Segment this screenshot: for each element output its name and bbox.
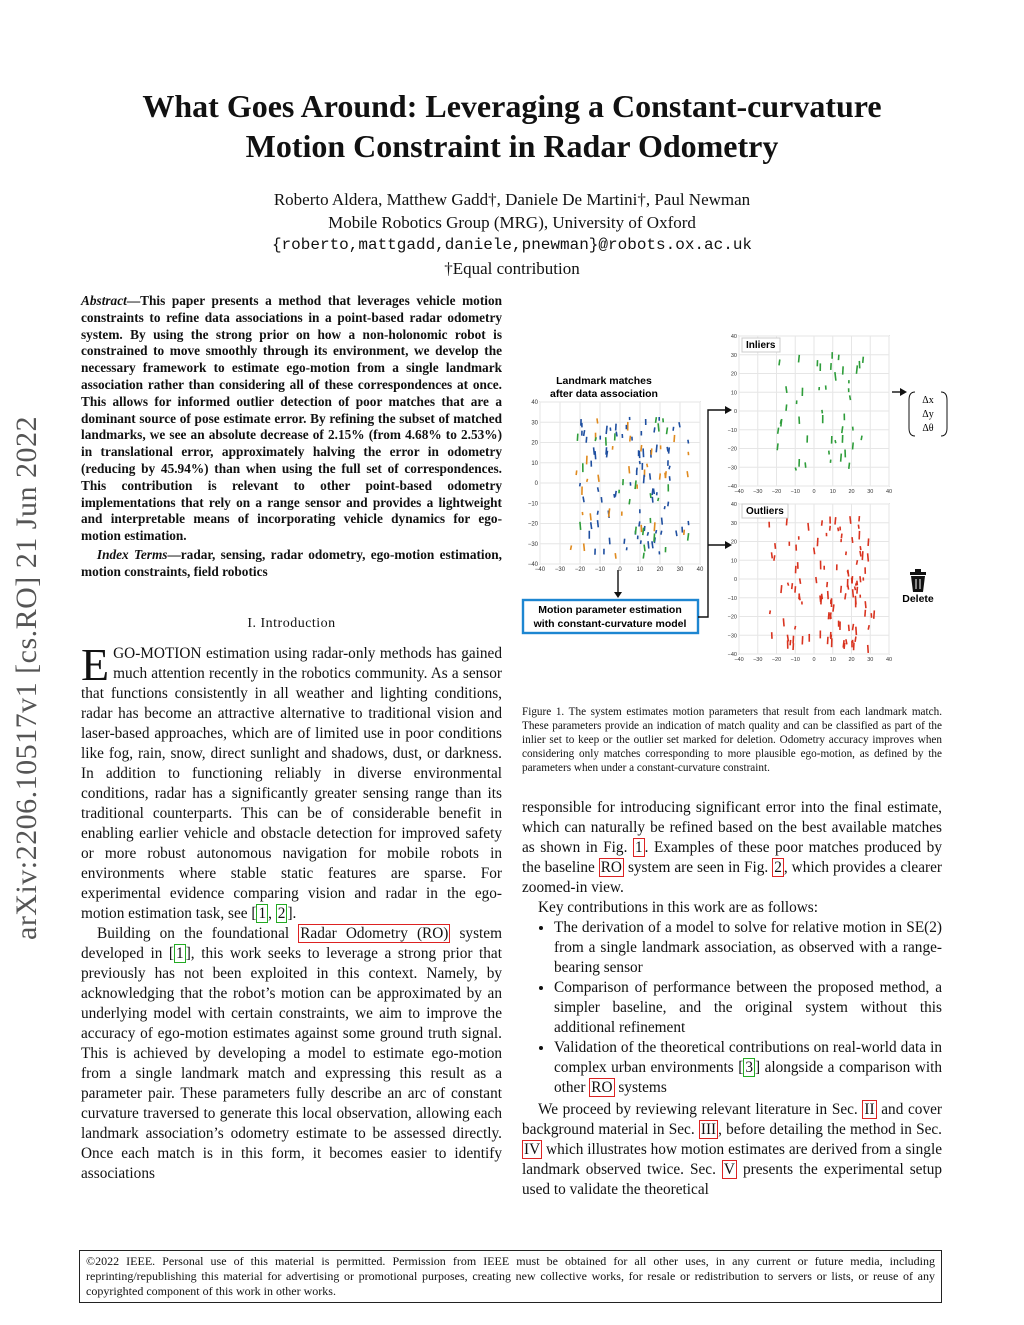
param-dx: Δx	[922, 395, 934, 406]
param-dy: Δy	[922, 409, 934, 420]
y-tick-label: −30	[727, 633, 737, 640]
landmark-match	[586, 437, 587, 443]
landmark-match	[650, 473, 651, 479]
x-tick-label: −20	[771, 657, 782, 663]
y-tick-label: 30	[531, 420, 538, 427]
list-item: • Validation of the theoretical contributions on real-world data in complex urban environments [ 3 ] alongside a comparison with other RO systems	[554, 1038, 942, 1098]
matches-label-2: after data association	[550, 388, 658, 400]
landmark-match	[624, 539, 625, 544]
affiliation: Mobile Robotics Group (MRG), University of Oxford	[328, 213, 696, 232]
landmark-match	[835, 517, 836, 524]
landmark-match	[654, 427, 655, 432]
landmark-match	[795, 626, 796, 629]
right-paragraph-3: We proceed by reviewing relevant literature in Sec. II and cover background material in Sec. III , before detailing the method in Sec. IV which illustrates how motion estimates are derived from a single landmark observed twice. Sec. V presents the experimental setup used to validate the theoretical	[522, 1101, 942, 1198]
landmark-match	[771, 552, 772, 558]
landmark-match	[665, 471, 666, 478]
acronym-link-ro[interactable]: Radar Odometry (RO)	[300, 925, 449, 942]
y-tick-label: −10	[727, 427, 737, 434]
x-tick-label: −20	[771, 489, 782, 495]
landmark-match	[805, 462, 806, 467]
landmark-match	[857, 587, 858, 594]
x-tick-label: −40	[534, 567, 546, 573]
landmark-match	[848, 585, 849, 590]
x-tick-label: 10	[829, 489, 836, 495]
landmark-match	[861, 436, 862, 441]
landmark-match	[598, 487, 599, 491]
param-vector	[892, 388, 947, 436]
landmark-match	[609, 538, 610, 545]
landmark-match	[777, 443, 778, 450]
landmark-match	[852, 624, 853, 630]
landmark-match	[857, 560, 858, 565]
x-tick-label: 40	[885, 657, 893, 663]
right-paragraph-1: responsible for introducing significant error into the final estimate, which can naturally be refined based on the best available matches as shown in Fig. 1 . Examples of these poor matches produced by the baseline RO system are seen in Fig. 2 , which provides a clearer zoomed-in view.	[522, 799, 942, 896]
y-tick-label: 10	[730, 558, 737, 565]
y-tick-label: 40	[730, 502, 737, 508]
landmark-match	[855, 586, 856, 590]
x-tick-label: 40	[885, 489, 893, 495]
landmark-match	[770, 610, 771, 614]
y-tick-label: 20	[730, 539, 737, 546]
y-tick-label: −20	[527, 521, 538, 528]
landmark-match	[684, 530, 685, 535]
acronym-link-ro[interactable]: RO	[600, 859, 622, 876]
abstract-text: —This paper presents a method that leverages vehicle motion constraints to refine data associations in a point-based radar odometry system. By using the strong prior on how a non-holonomic robot is constrained to move smoothly through its environment, we develop the necessary framework to estimate ego-motion from a single landmark association rather than considering all of these correspondences at once. This allows for informed outlier detection of poor matches that are a dominant source of pose estimate error. By refining the subset of matched landmarks, we see an absolute decrease of 2.15% (from 4.68% to 2.53%) in translational error, approximately halving the error in odometry (reducing by 45.94%) than when using the full set of correspondences. This contribution is relevant to other point-based odometry implementations that rely on a range sensor and provides a lightweight and interpretable means of incorporating vehicle dynamics for ego-motion estimation.	[81, 293, 502, 544]
x-tick-label: −10	[594, 567, 606, 573]
landmark-match	[856, 583, 857, 586]
landmark-match	[587, 479, 588, 482]
landmark-match	[850, 395, 851, 400]
landmark-match	[652, 488, 653, 495]
citation-link[interactable]: 1	[258, 905, 267, 922]
landmark-match	[833, 604, 834, 611]
landmark-match	[591, 522, 592, 529]
landmark-match	[781, 419, 782, 427]
citation-link[interactable]: 1	[176, 945, 184, 962]
landmark-match	[595, 451, 596, 459]
landmark-match	[855, 636, 856, 641]
y-tick-label: −30	[527, 541, 538, 548]
landmark-match	[674, 435, 675, 442]
x-tick-label: 20	[848, 489, 855, 495]
landmark-match	[606, 426, 607, 434]
connector-inliers-head	[725, 406, 732, 414]
landmark-match	[595, 437, 596, 441]
landmark-match	[647, 532, 648, 536]
landmark-match	[792, 583, 793, 589]
landmark-match	[648, 541, 649, 548]
index-terms-label: Index Terms	[96, 546, 168, 562]
section-link[interactable]: II	[864, 1101, 875, 1118]
matches-plot	[528, 400, 704, 573]
x-tick-label: 30	[676, 567, 684, 573]
y-tick-label: −10	[727, 595, 737, 602]
abstract	[81, 293, 502, 581]
landmark-match	[781, 585, 782, 593]
landmark-match	[639, 521, 640, 526]
delete-label: Delete	[902, 593, 934, 605]
landmark-match	[841, 454, 842, 462]
inliers-label: Inliers	[746, 340, 776, 351]
landmark-match	[846, 639, 847, 644]
landmark-match	[635, 527, 636, 535]
landmark-match	[654, 533, 655, 541]
landmark-match	[583, 497, 584, 503]
landmark-match	[828, 612, 829, 619]
landmark-match	[658, 423, 659, 431]
landmark-match	[820, 595, 821, 602]
paper-title	[0, 86, 1024, 166]
landmark-match	[841, 586, 842, 593]
param-dtheta: Δθ	[922, 423, 934, 434]
x-tick-label: −10	[790, 657, 800, 663]
x-tick-label: −20	[574, 567, 586, 573]
landmark-match	[808, 523, 809, 531]
landmark-match	[667, 447, 668, 452]
landmark-match	[615, 553, 616, 559]
x-tick-label: 10	[829, 657, 836, 663]
arxiv-stamp: arXiv:2206.10517v1 [cs.RO] 21 Jun 2022	[10, 416, 43, 940]
landmark-match	[835, 372, 836, 381]
landmark-match	[816, 577, 817, 583]
landmark-match	[576, 470, 577, 475]
motion-box-line-1: Motion parameter estimation	[538, 604, 682, 616]
landmark-match	[774, 555, 775, 561]
index-terms: —radar, sensing, radar odometry, ego-motion estimation, motion constraints, field robotics	[81, 546, 502, 579]
landmark-match	[676, 531, 677, 537]
landmark-match	[656, 417, 657, 423]
landmark-match	[688, 533, 689, 541]
x-tick-label: 0	[812, 489, 816, 495]
landmark-match	[795, 467, 796, 470]
y-tick-label: −20	[727, 614, 737, 621]
landmark-match	[779, 359, 780, 365]
right-paragraph-2: Key contributions in this work are as follows:	[538, 899, 818, 916]
landmark-match	[584, 543, 585, 551]
landmark-match	[852, 576, 853, 584]
landmark-match	[580, 522, 581, 530]
landmark-match	[644, 526, 645, 531]
landmark-match	[668, 502, 669, 507]
landmark-match	[814, 548, 815, 555]
y-tick-label: 40	[730, 334, 737, 340]
landmark-match	[570, 545, 571, 549]
landmark-match	[849, 625, 850, 631]
landmark-match	[641, 445, 642, 452]
landmark-match	[652, 541, 653, 548]
landmark-match	[856, 627, 857, 635]
section-link[interactable]: V	[723, 1161, 735, 1178]
citation-link[interactable]: 2	[277, 905, 286, 922]
drop-cap: E	[81, 639, 110, 690]
landmark-match	[629, 466, 630, 473]
landmark-match	[598, 520, 599, 527]
landmark-match	[647, 464, 648, 467]
landmark-match	[580, 483, 581, 486]
landmark-match	[607, 451, 608, 458]
landmark-match	[865, 601, 866, 608]
landmark-match	[656, 530, 657, 533]
landmark-match	[688, 440, 689, 444]
landmark-match	[598, 475, 599, 482]
landmark-match	[664, 506, 665, 509]
list-item: • The derivation of a model to solve for relative motion in SE(2) from a single landmark association, as observed with a range-bearing sensor	[554, 918, 942, 978]
section-link[interactable]: IV	[524, 1141, 541, 1158]
landmark-match	[860, 576, 861, 582]
y-tick-label: 20	[730, 371, 737, 378]
y-tick-label: −10	[527, 501, 538, 508]
landmark-match	[849, 463, 850, 469]
landmark-match	[800, 578, 801, 583]
landmark-match	[868, 645, 869, 653]
title-line-2: Motion Constraint in Radar Odometry	[245, 128, 779, 164]
down-arrow-head	[614, 592, 622, 598]
figure-1-diagram	[520, 330, 950, 700]
y-tick-label: −20	[727, 446, 737, 453]
landmark-match	[614, 494, 615, 498]
abstract-label: Abstract	[81, 293, 127, 308]
matches-label-1: Landmark matches	[556, 375, 652, 387]
y-tick-label: −40	[727, 484, 737, 490]
landmark-match	[852, 537, 853, 543]
landmark-match	[822, 520, 823, 525]
landmark-match	[868, 625, 869, 630]
x-tick-label: 30	[867, 657, 874, 663]
landmark-match	[658, 498, 659, 501]
landmark-match	[643, 553, 644, 559]
landmark-match	[786, 386, 787, 393]
x-tick-label: −10	[790, 489, 800, 495]
intro-paragraph-2: Building on the foundational Radar Odometry (RO) system developed in [ 1 ], this work seeks to leverage a strong prior that previously has not been exploited in this context. Namely, by acknowledging that the robot’s motion can be approximated by an underlying model with certain constraints, we aim to improve the accuracy of ego-motion estimates against some ground truth signal. This is achieved by developing a model to estimate ego-motion from a single landmark match and expressing this result as a parameter pair. These parameters fully describe an arc of constant curvature traversed to generate this local observation, allowing each landmark association’s odometry estimate to be assessed directly. Once each match is in this form, it becomes easier to identify associations	[81, 925, 502, 1182]
landmark-match	[660, 473, 661, 479]
x-tick-label: −30	[554, 567, 566, 573]
landmark-match	[856, 365, 857, 373]
landmark-match	[687, 471, 688, 477]
landmark-match	[584, 430, 585, 436]
landmark-match	[667, 427, 668, 434]
inliers-plot	[728, 334, 892, 495]
landmark-match	[656, 445, 657, 453]
landmark-match	[783, 618, 784, 626]
landmark-match	[855, 596, 856, 605]
landmark-match	[874, 610, 875, 618]
y-tick-label: 0	[733, 409, 737, 415]
intro-paragraph-1: EGO-MOTION estimation using radar-only methods has gained much attention recently in the robotics community. As a sensor that functions consistently in all weather and lighting conditions, radar has become an attractive alternative to traditional vision and laser-based approaches, which are of limited use in poor conditions like fog, rain, snow, direct sunlight and shadows, dust, or darkness. In addition to functioning reliably in diverse environmental conditions, radar has a significantly greater sensing range than its traditional counterparts. This can be of considerable benefit in enabling earlier vehicle and obstacle detection for improved safety or more robust autonomous navigation for mobile robots in environments where stable static features are sparse. For experimental evidence comparing vision and radar in the ego-motion estimation task, see [ 1 , 2 ].	[81, 639, 502, 922]
connector-inliers	[698, 410, 725, 617]
x-tick-label: −40	[734, 657, 744, 663]
section-heading: I. Introduction	[247, 616, 336, 631]
landmark-match	[635, 480, 636, 489]
y-tick-label: −40	[727, 652, 737, 658]
y-tick-label: 0	[733, 577, 737, 583]
landmark-match	[822, 594, 823, 599]
section-link[interactable]: III	[700, 1121, 717, 1138]
title-line-1: What Goes Around: Leveraging a Constant-curvature	[142, 88, 882, 124]
x-tick-label: 0	[812, 657, 816, 663]
landmark-match	[830, 613, 831, 618]
landmark-match	[597, 511, 598, 515]
y-tick-label: 0	[534, 481, 538, 487]
landmark-match	[594, 447, 595, 454]
motion-box-line-2: with constant-curvature model	[533, 618, 687, 630]
landmark-match	[644, 545, 645, 552]
y-tick-label: 10	[730, 390, 737, 397]
y-tick-label: −30	[727, 465, 737, 472]
intro-right-column	[522, 798, 942, 1200]
equal-contribution: †Equal contribution	[444, 259, 580, 278]
figure-caption: Figure 1. The system estimates motion parameters that result from each landmark match. These parameters provide an indication of match quality and can be classified as part of the inlier set to keep or the outlier set marked for deletion. Odometry accuracy improves when considering only matches corresponding to more plausible ego-motion, as defined by the parameters when under a constant-curvature constraint.	[522, 706, 942, 774]
landmark-match	[863, 357, 864, 363]
y-tick-label: −40	[527, 562, 538, 568]
landmark-match	[860, 546, 861, 550]
landmark-match	[790, 640, 791, 645]
landmark-match	[778, 428, 779, 434]
landmark-match	[590, 513, 591, 520]
landmark-match	[799, 355, 800, 363]
landmark-match	[601, 497, 602, 502]
landmark-match	[650, 493, 651, 498]
contribution-list	[522, 918, 942, 1098]
figure-link[interactable]: 1	[634, 839, 643, 856]
landmark-match	[786, 518, 787, 526]
landmark-match	[853, 589, 854, 597]
author-block	[0, 188, 1024, 280]
y-tick-label: 20	[531, 440, 538, 447]
x-tick-label: −40	[734, 489, 744, 495]
landmark-match	[850, 516, 851, 524]
outliers-plot	[728, 502, 892, 663]
landmark-match	[865, 610, 866, 617]
landmark-match	[609, 508, 610, 517]
list-item: • Comparison of performance between the proposed method, a simpler baseline, and the original system without this additional refinement	[554, 978, 942, 1038]
landmark-match	[848, 570, 849, 577]
x-tick-label: 20	[848, 657, 855, 663]
x-tick-label: 20	[656, 567, 664, 573]
citation-link[interactable]: 3	[745, 1059, 753, 1076]
x-tick-label: −30	[753, 489, 763, 495]
authors: Roberto Aldera, Matthew Gadd†, Daniele De Martini†, Paul Newman	[273, 190, 751, 209]
y-tick-label: 40	[531, 400, 538, 406]
landmark-match	[868, 553, 869, 561]
y-tick-label: 30	[730, 352, 737, 359]
landmark-match	[643, 528, 644, 535]
landmark-match	[616, 432, 617, 437]
landmark-match	[838, 528, 839, 532]
x-tick-label: 40	[696, 567, 704, 573]
figure-link[interactable]: 2	[774, 859, 782, 876]
y-tick-label: 30	[730, 520, 737, 527]
landmark-match	[853, 442, 854, 449]
landmark-match	[615, 491, 616, 497]
copyright-notice: ©2022 IEEE. Personal use of this material is permitted. Permission from IEEE must be obtained for all other uses, in any current or future media, including reprinting/republishing this material for advertising or promotional purposes, creating new collective works, for resale or redistribution to servers or lists, or reuse of any copyrighted component of this work in other works.	[79, 1250, 942, 1303]
outliers-label: Outliers	[746, 506, 784, 517]
landmark-match	[844, 643, 845, 649]
landmark-match	[652, 497, 653, 503]
landmark-match	[858, 525, 859, 529]
intro-left-column	[81, 639, 502, 1184]
landmark-match	[786, 404, 787, 410]
landmark-match	[669, 466, 670, 470]
landmark-match	[654, 522, 655, 531]
emails: {roberto,mattgadd,daniele,pnewman}@robots.ox.ac.uk	[271, 236, 753, 254]
y-tick-label: 10	[531, 460, 538, 467]
landmark-match	[845, 593, 846, 599]
x-tick-label: 10	[636, 567, 644, 573]
landmark-match	[835, 440, 836, 443]
landmark-match	[661, 531, 662, 535]
trash-icon	[910, 569, 926, 592]
landmark-match	[775, 543, 776, 549]
landmark-match	[788, 583, 789, 586]
landmark-match	[841, 534, 842, 539]
landmark-match	[629, 499, 630, 504]
x-tick-label: −30	[753, 657, 763, 663]
landmark-match	[644, 475, 645, 484]
landmark-match	[651, 448, 652, 454]
landmark-match	[597, 418, 598, 423]
landmark-match	[662, 518, 663, 525]
acronym-link-ro[interactable]: RO	[591, 1079, 613, 1096]
x-tick-label: 30	[867, 489, 874, 495]
landmark-match	[630, 436, 631, 442]
x-tick-label: 0	[618, 567, 622, 573]
landmark-match	[641, 540, 642, 544]
landmark-match	[842, 426, 843, 433]
landmark-match	[679, 422, 680, 427]
landmark-match	[860, 551, 861, 557]
figure-1	[520, 330, 950, 700]
landmark-match	[669, 447, 670, 453]
